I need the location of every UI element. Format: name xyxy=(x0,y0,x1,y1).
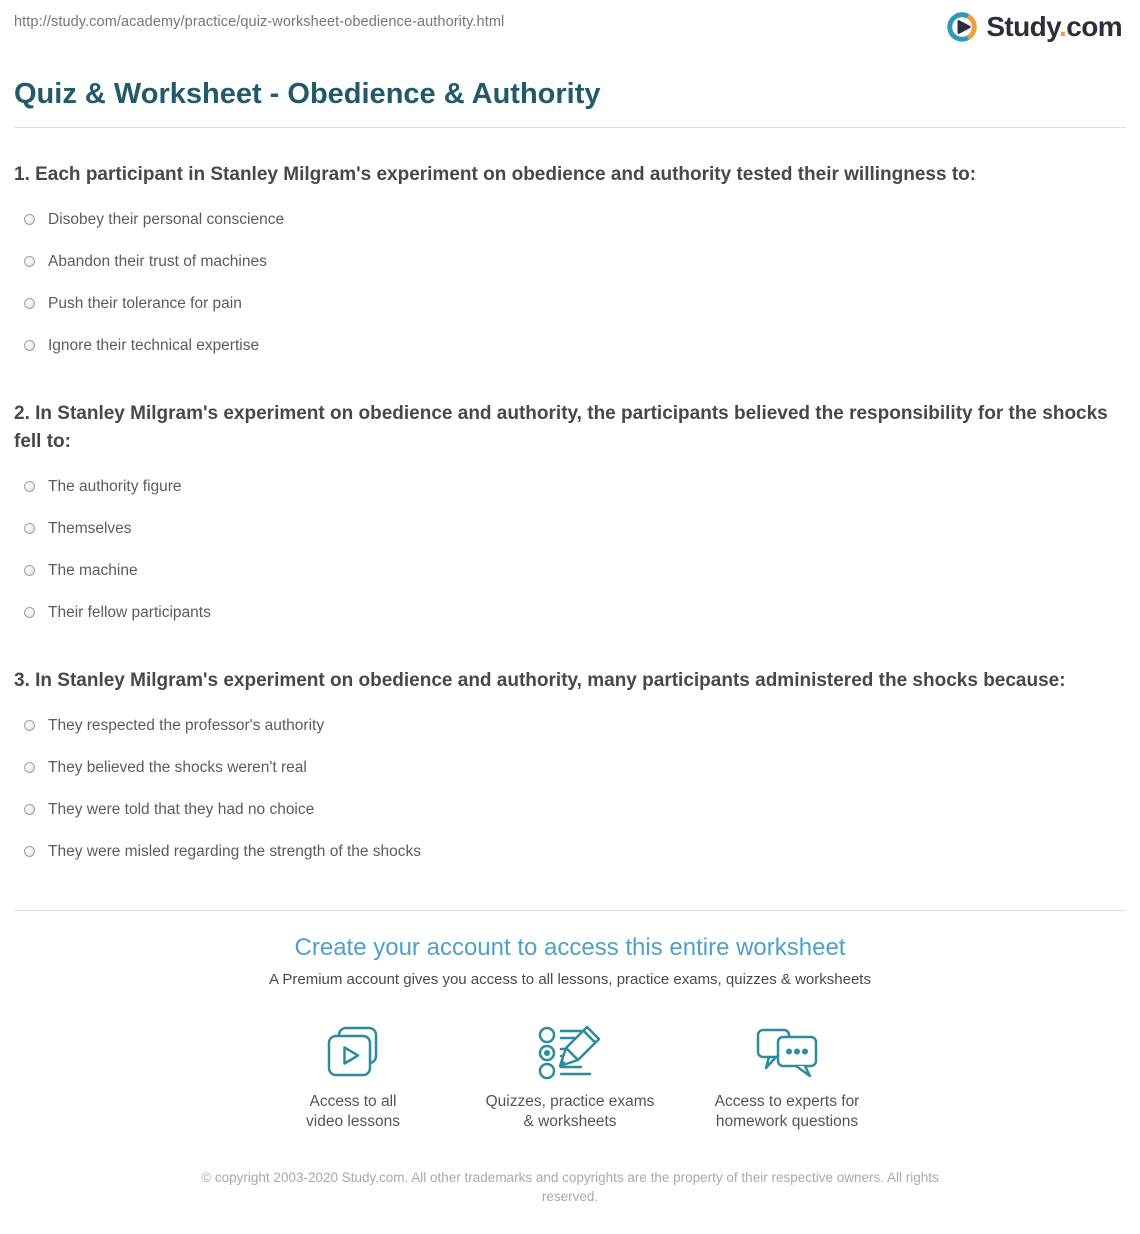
answer-option[interactable] xyxy=(24,508,1126,550)
answer-option-label: Push their tolerance for pain xyxy=(48,294,242,312)
video-lessons-icon xyxy=(324,1024,382,1082)
feature-list xyxy=(14,1024,1126,1132)
answer-option-label: Themselves xyxy=(48,519,132,537)
experts-chat-icon xyxy=(755,1024,819,1082)
answer-option-label: Ignore their technical expertise xyxy=(48,336,260,354)
feature-label: Quizzes, practice exams & worksheets xyxy=(485,1092,655,1130)
radio-button-icon[interactable] xyxy=(24,804,35,815)
answer-option[interactable] xyxy=(24,705,1126,747)
answer-option[interactable] xyxy=(24,592,1126,634)
question-text: 3. In Stanley Milgram's experiment on obedience and authority, many participants administered the shocks because: xyxy=(14,669,1066,691)
feature-label: Access to all video lessons xyxy=(306,1092,400,1130)
question-block-3 xyxy=(14,667,1126,873)
play-circle-icon xyxy=(945,10,979,44)
answer-option-label: They believed the shocks weren't real xyxy=(48,758,307,776)
answer-option[interactable] xyxy=(24,325,1126,367)
radio-button-icon[interactable] xyxy=(24,846,35,857)
feature-label: Access to experts for homework questions xyxy=(714,1092,860,1130)
create-account-section xyxy=(14,934,1126,1132)
question-text: 2. In Stanley Milgram's experiment on obedience and authority, the participants believed the responsibility for the shocks fell to: xyxy=(14,402,1108,452)
worksheet-content xyxy=(0,77,1140,1234)
answer-option-label: They respected the professor's authority xyxy=(48,716,325,734)
radio-button-icon[interactable] xyxy=(24,565,35,576)
answer-option-label: They were misled regarding the strength of the shocks xyxy=(48,842,422,860)
divider xyxy=(14,910,1126,911)
radio-button-icon[interactable] xyxy=(24,298,35,309)
radio-button-icon[interactable] xyxy=(24,523,35,534)
answer-option[interactable] xyxy=(24,747,1126,789)
question-block-1 xyxy=(14,161,1126,367)
logo-wordmark: Study.com xyxy=(986,11,1122,42)
answer-option[interactable] xyxy=(24,789,1126,831)
feature-expert-help xyxy=(679,1024,896,1132)
question-text: 1. Each participant in Stanley Milgram's experiment on obedience and authority tested their willingness to: xyxy=(14,163,977,185)
cta-title: Create your account to access this entire worksheet xyxy=(294,933,846,961)
radio-button-icon[interactable] xyxy=(24,607,35,618)
radio-button-icon[interactable] xyxy=(24,256,35,267)
radio-button-icon[interactable] xyxy=(24,762,35,773)
answer-option[interactable] xyxy=(24,550,1126,592)
studycom-logo[interactable] xyxy=(945,10,1122,44)
answer-option-label: They were told that they had no choice xyxy=(48,800,315,818)
question-block-2 xyxy=(14,400,1126,634)
answer-option[interactable] xyxy=(24,466,1126,508)
copyright-notice: © copyright 2003-2020 Study.com. All other trademarks and copyrights are the property of their respective owners. All rights reserved. xyxy=(201,1169,939,1204)
page-header xyxy=(0,0,1140,52)
page-url: http://study.com/academy/practice/quiz-worksheet-obedience-authority.html xyxy=(14,14,505,30)
answer-option-label: Their fellow participants xyxy=(48,603,211,621)
answer-option[interactable] xyxy=(24,831,1126,873)
feature-quizzes-worksheets xyxy=(462,1024,679,1132)
answer-option[interactable] xyxy=(24,199,1126,241)
radio-button-icon[interactable] xyxy=(24,214,35,225)
divider xyxy=(14,127,1126,128)
quizzes-worksheets-icon xyxy=(537,1024,603,1082)
cta-subtitle: A Premium account gives you access to all lessons, practice exams, quizzes & worksheets xyxy=(269,970,871,988)
answer-option-label: Abandon their trust of machines xyxy=(48,252,267,270)
feature-video-lessons xyxy=(245,1024,462,1132)
answer-option[interactable] xyxy=(24,241,1126,283)
answer-option-label: The machine xyxy=(48,561,138,579)
page-title: Quiz & Worksheet - Obedience & Authority xyxy=(14,78,601,110)
radio-button-icon[interactable] xyxy=(24,720,35,731)
answer-option-label: The authority figure xyxy=(48,477,182,495)
answer-option[interactable] xyxy=(24,283,1126,325)
radio-button-icon[interactable] xyxy=(24,481,35,492)
answer-option-label: Disobey their personal conscience xyxy=(48,210,285,228)
radio-button-icon[interactable] xyxy=(24,340,35,351)
